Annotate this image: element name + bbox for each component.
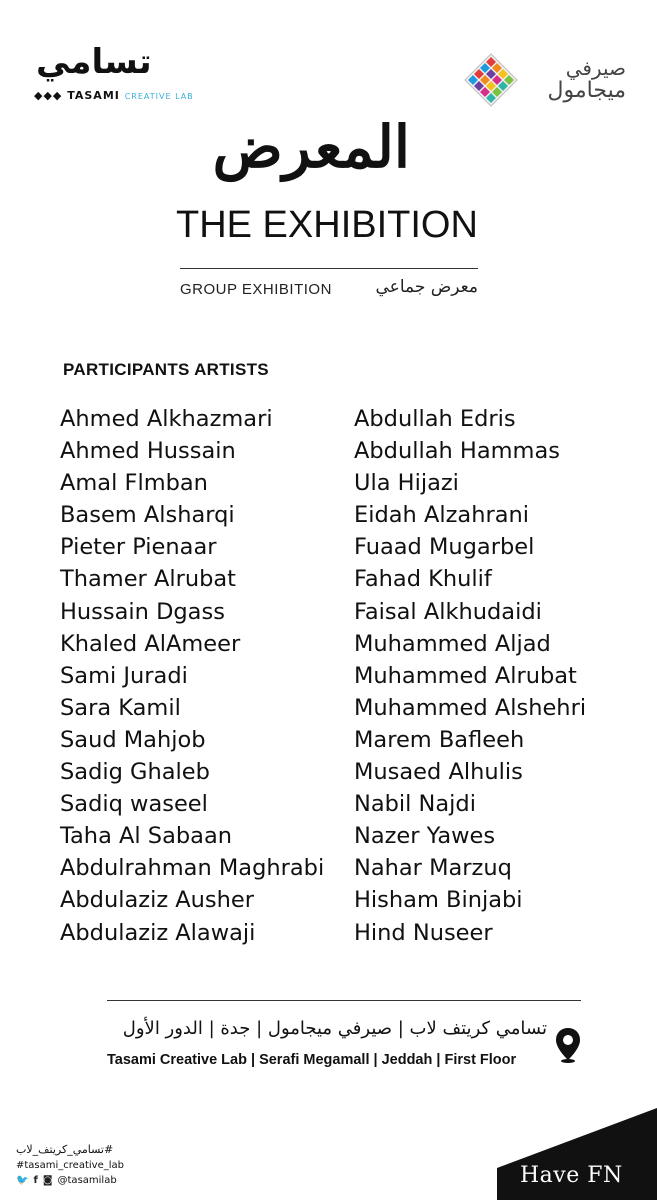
artist-name: Marem Bafleeh	[354, 726, 525, 753]
twitter-icon: 🐦	[16, 1175, 29, 1186]
tasami-logo-tagline: CREATIVE LAB	[124, 92, 194, 101]
artist-name: Hussain Dgass	[60, 598, 225, 625]
exhibition-title-arabic: المعرض	[212, 113, 410, 181]
artist-name: Fahad Khulif	[354, 566, 492, 593]
artist-name: Sadig Ghaleb	[60, 759, 210, 786]
artist-name: Nahar Marzuq	[354, 855, 512, 882]
artist-name: Muhammed Alrubat	[354, 662, 577, 689]
venue-english: Tasami Creative Lab | Serafi Megamall | Jeddah | First Floor	[107, 1052, 517, 1068]
artist-name: Taha Al Sabaan	[60, 823, 232, 850]
artist-name: Nazer Yawes	[354, 823, 496, 850]
artist-name: Faisal Alkhudaidi	[354, 598, 542, 625]
exhibition-title-english: THE EXHIBITION	[176, 204, 478, 246]
artist-name: Fuaad Mugarbel	[354, 534, 535, 561]
serafi-logo-line1: صيرفي	[565, 56, 626, 80]
footer-divider	[107, 1000, 581, 1001]
artist-name: Abdulrahman Maghrabi	[60, 855, 325, 882]
group-exhibition-arabic: معرض جماعي	[375, 277, 478, 297]
artist-name: Ula Hijazi	[354, 470, 459, 497]
tasami-logo-name: TASAMI	[67, 89, 120, 102]
artist-name: Sara Kamil	[60, 694, 181, 721]
instagram-icon: ◙	[42, 1175, 53, 1186]
tasami-logo-arabic: تسامي	[36, 42, 152, 82]
artist-name: Khaled AlAmeer	[60, 630, 241, 657]
title-divider	[180, 268, 478, 269]
artist-name: Sadiq waseel	[60, 791, 208, 818]
artist-name: Muhammed Aljad	[354, 630, 551, 657]
artist-name: Muhammed Alshehri	[354, 694, 587, 721]
artist-name: Hind Nuseer	[354, 919, 493, 946]
participants-heading: PARTICIPANTS ARTISTS	[63, 360, 269, 379]
artists-left-column	[60, 403, 324, 949]
artist-name: Abdulaziz Alawaji	[60, 919, 256, 946]
artist-name: Saud Mahjob	[60, 726, 206, 753]
hashtag-arabic: #تسامي_كريتف_لاب	[16, 1143, 114, 1156]
artist-name: Thamer Alrubat	[60, 566, 237, 593]
artist-name: Pieter Pienaar	[60, 534, 217, 561]
tasami-logo-subtitle	[34, 90, 194, 101]
artist-name: Abdullah Edris	[354, 406, 516, 432]
serafi-logo-line2: ميجامول	[547, 78, 626, 103]
group-exhibition-english: GROUP EXHIBITION	[180, 281, 332, 298]
artist-name: Abdulaziz Ausher	[60, 887, 255, 914]
artist-name: Amal Flmban	[60, 470, 208, 497]
artist-name: Eidah Alzahrani	[354, 502, 530, 529]
artist-name: Abdullah Hammas	[354, 438, 560, 465]
artist-name: Sami Juradi	[60, 662, 188, 689]
artist-name: Nabil Najdi	[354, 791, 476, 818]
location-pin-icon	[554, 1026, 582, 1064]
facebook-icon: f	[33, 1175, 38, 1186]
artist-name: Hisham Binjabi	[354, 887, 523, 914]
artist-name: Musaed Alhulis	[354, 759, 523, 786]
watermark-text: Have FN	[520, 1163, 623, 1188]
serafi-logo-text	[522, 58, 626, 102]
artist-name: Basem Alsharqi	[60, 502, 235, 529]
hashtag-english: #tasami_creative_lab	[16, 1160, 124, 1171]
serafi-mosaic-logo-icon	[463, 52, 519, 108]
social-handle: @tasamilab	[57, 1175, 117, 1186]
tasami-dots-icon: ◆◆◆	[34, 89, 68, 102]
artist-name: Ahmed Hussain	[60, 438, 236, 465]
venue-arabic: تسامي كريتف لاب | صيرفي ميجامول | جدة | الدور الأول	[122, 1018, 547, 1039]
artist-name: Ahmed Alkhazmari	[60, 406, 273, 432]
social-row	[16, 1175, 117, 1186]
artists-right-column	[354, 403, 586, 949]
